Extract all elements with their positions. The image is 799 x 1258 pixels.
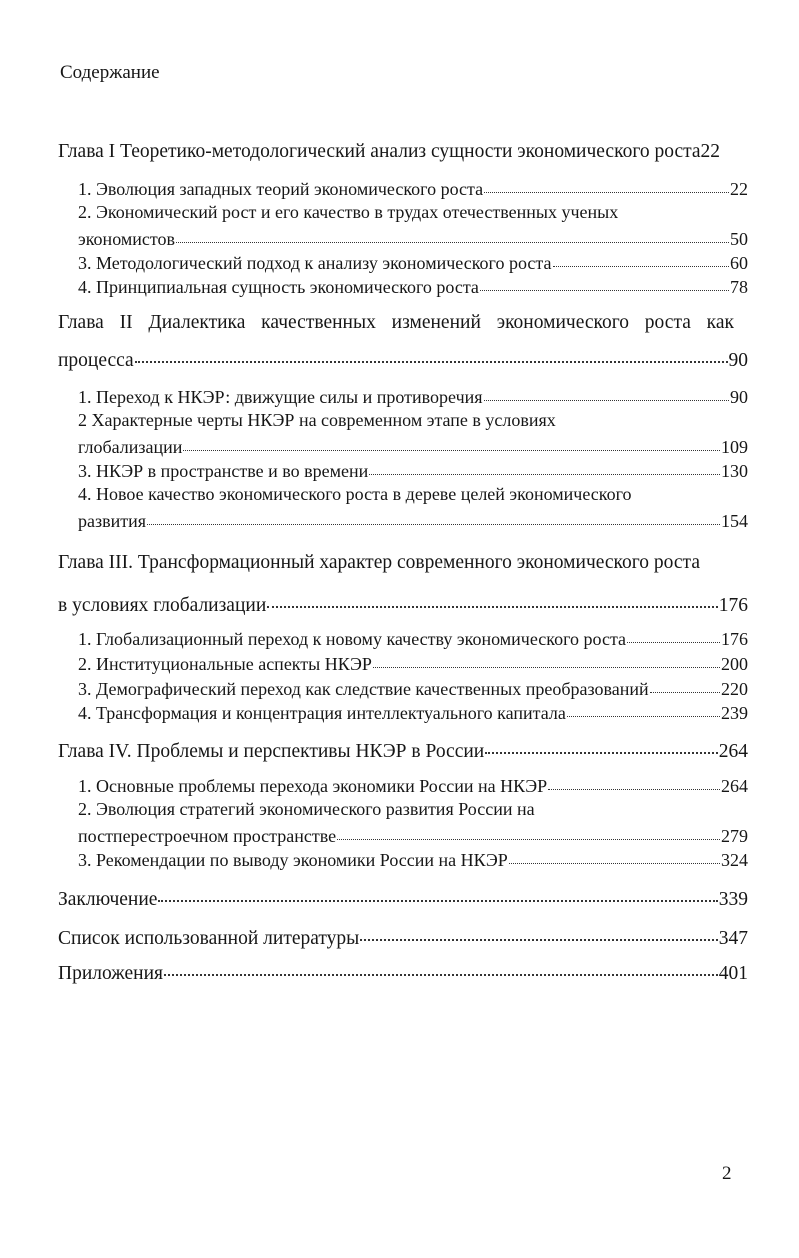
dot-leader <box>484 177 729 195</box>
chapter-title: Глава IV. Проблемы и перспективы НКЭР в России <box>58 740 485 762</box>
dot-leader <box>650 677 720 695</box>
toc-section-3-3 <box>78 677 748 700</box>
dot-leader <box>484 385 729 403</box>
dot-leader <box>183 435 720 453</box>
entry-title: Список использованной литературы <box>58 927 360 949</box>
toc-section-1-1 <box>78 177 748 200</box>
dot-leader <box>627 627 720 645</box>
dot-leader <box>158 885 717 905</box>
chapter-title: Глава I Теоретико-методологический анализ сущности экономического роста <box>58 141 701 162</box>
entry-page: 401 <box>718 962 748 984</box>
toc-section-4-3 <box>78 848 748 871</box>
dot-leader <box>164 959 718 979</box>
toc-section-3-2 <box>78 652 748 675</box>
toc-section-4-1 <box>78 774 748 797</box>
entry-title: Приложения <box>58 962 163 984</box>
dot-leader <box>480 275 729 293</box>
section-title: экономистов <box>78 229 175 249</box>
toc-chapter-2 <box>58 346 748 372</box>
toc-section-1-4 <box>78 275 748 298</box>
dot-leader <box>567 701 720 719</box>
toc-section-1-3 <box>78 251 748 274</box>
toc-section-4-2-line1: 2. Эволюция стратегий экономического развития России на <box>78 799 535 819</box>
section-page: 22 <box>730 179 748 199</box>
toc-section-2-2-line1: 2 Характерные черты НКЭР на современном этапе в условиях <box>78 410 556 430</box>
chapter-page: 264 <box>718 740 748 762</box>
chapter-page: 90 <box>728 349 748 371</box>
toc-section-1-2-line1: 2. Экономический рост и его качество в трудах отечественных ученых <box>78 202 619 222</box>
section-title: 4. Трансформация и концентрация интеллектуального капитала <box>78 703 566 723</box>
section-title: 1. Переход к НКЭР: движущие силы и противоречия <box>78 387 483 407</box>
section-page: 50 <box>730 229 748 249</box>
toc-appendices <box>58 959 748 985</box>
dot-leader <box>369 459 720 477</box>
section-page: 279 <box>721 826 748 846</box>
dot-leader <box>373 652 720 670</box>
chapter-title: в условиях глобализации <box>58 594 267 616</box>
toc-section-3-1 <box>78 627 748 650</box>
section-title: 3. Демографический переход как следствие качественных преобразований <box>78 679 649 699</box>
section-title: 4. Принципиальная сущность экономического роста <box>78 277 479 297</box>
dot-leader <box>337 824 720 842</box>
page-title: Содержание <box>60 62 160 83</box>
toc-chapter-2-line1: Глава II Диалектика качественных изменений экономического роста как <box>58 312 734 333</box>
dot-leader <box>485 737 718 757</box>
dot-leader <box>176 227 729 245</box>
dot-leader <box>147 509 720 527</box>
section-page: 239 <box>721 703 748 723</box>
dot-leader <box>509 848 720 866</box>
entry-title: Заключение <box>58 888 158 910</box>
section-title: 1. Эволюция западных теорий экономического роста <box>78 179 484 199</box>
toc-bibliography <box>58 924 748 950</box>
section-title: 3. Рекомендации по выводу экономики России на НКЭР <box>78 850 508 870</box>
section-page: 109 <box>721 437 748 457</box>
section-page: 60 <box>730 253 748 273</box>
section-page: 154 <box>721 511 748 531</box>
section-title: глобализации <box>78 437 183 457</box>
section-page: 78 <box>730 277 748 297</box>
section-title: развития <box>78 511 147 531</box>
toc-conclusion <box>58 885 748 911</box>
dot-leader <box>135 346 728 366</box>
entry-page: 347 <box>718 927 748 949</box>
section-title: 3. Методологический подход к анализу экономического роста <box>78 253 552 273</box>
toc-section-2-1 <box>78 385 748 408</box>
section-page: 200 <box>721 654 748 674</box>
section-title: 1. Основные проблемы перехода экономики России на НКЭР <box>78 776 548 796</box>
chapter-page: 176 <box>718 594 748 616</box>
section-title: 2. Институциональные аспекты НКЭР <box>78 654 372 674</box>
toc-chapter-1 <box>58 141 748 163</box>
chapter-page: 22 <box>700 141 721 162</box>
toc-section-3-4 <box>78 701 748 724</box>
toc-section-1-2 <box>78 227 748 250</box>
entry-page: 339 <box>718 888 748 910</box>
chapter-title: процесса <box>58 349 134 371</box>
section-title: постперестроечном пространстве <box>78 826 337 846</box>
section-page: 130 <box>721 461 748 481</box>
page-number: 2 <box>722 1163 732 1184</box>
toc-chapter-3-line1: Глава III. Трансформационный характер современного экономического роста <box>58 552 700 573</box>
toc-chapter-4 <box>58 737 748 763</box>
dot-leader <box>267 591 717 611</box>
section-page: 324 <box>721 850 748 870</box>
section-title: 3. НКЭР в пространстве и во времени <box>78 461 369 481</box>
section-page: 220 <box>721 679 748 699</box>
toc-section-2-4 <box>78 509 748 532</box>
section-page: 264 <box>721 776 748 796</box>
toc-section-2-2 <box>78 435 748 458</box>
section-title: 1. Глобализационный переход к новому качеству экономического роста <box>78 629 627 649</box>
toc-section-4-2 <box>78 824 748 847</box>
dot-leader <box>548 774 720 792</box>
dot-leader <box>553 251 730 269</box>
toc-section-2-3 <box>78 459 748 482</box>
toc-section-2-4-line1: 4. Новое качество экономического роста в дереве целей экономического <box>78 484 632 504</box>
dot-leader <box>360 924 717 944</box>
section-page: 176 <box>721 629 748 649</box>
section-page: 90 <box>730 387 748 407</box>
toc-chapter-3 <box>58 591 748 617</box>
